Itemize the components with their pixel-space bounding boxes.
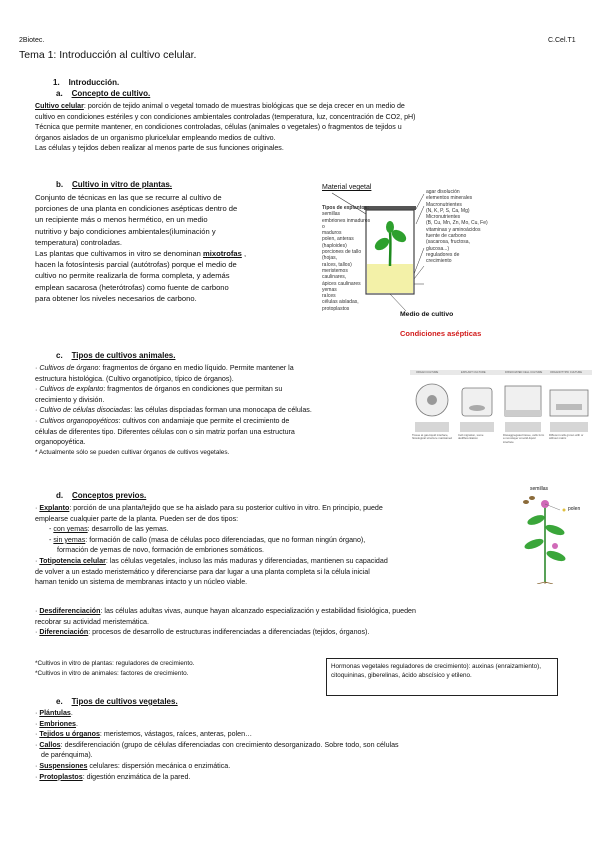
line: cultivo no permite realizarla de forma completa, y además: [35, 271, 230, 281]
pollen-label: polen: [568, 506, 581, 512]
label: maduros: [322, 230, 342, 237]
line: : desarrollo de las yemas.: [87, 525, 169, 534]
line: Técnica que permite mantener, en condiciones controladas, células (animales o vegetales) o fragmentos de tejidos u: [35, 123, 402, 132]
term: Cultivo celular: [35, 102, 84, 110]
line: celulares: dispersión mecánica o enzimática.: [87, 761, 231, 770]
section-number: a.: [56, 89, 63, 98]
section-number: b.: [56, 180, 64, 189]
label: fuente de carbono: [426, 233, 467, 240]
leaf: [544, 523, 566, 537]
notes: [35, 659, 315, 678]
section-title: Tipos de cultivos animales.: [71, 351, 176, 360]
seeds-label: semillas: [530, 486, 549, 492]
caption: Different cells grown with or without matrix: [549, 433, 584, 441]
explant-types-list: [322, 205, 372, 312]
line: haman tenido un sistema de membranas intacto y un núcleo viable.: [35, 578, 248, 587]
in-vitro-culture-figure: [320, 184, 592, 346]
term: sin yemas: [53, 535, 86, 544]
seed: [529, 496, 535, 500]
section-c-heading: [56, 351, 175, 360]
note-line: *Cultivos in vitro de plantas: reguladores de crecimiento.: [35, 660, 195, 667]
label: reguladores de: [426, 251, 460, 258]
hormone-box: Hormonas vegetales reguladores de crecimiento): auxinas (enraizamiento), citoquininas, giberelinas, ácido abscísico y etileno.: [326, 658, 558, 696]
label: (sacarosa, fructosa,: [426, 239, 470, 246]
line: : meristemos, vástagos, raíces, anteras, polen…: [99, 730, 253, 739]
label: (B, Cu, Mn, Zn, Mo, Cu, Fe): [426, 220, 488, 227]
culture-medium: [367, 264, 413, 293]
page-title: Tema 1: Introducción al cultivo celular.: [19, 49, 197, 61]
label: embriones inmaduros o: [322, 217, 371, 230]
caption: Dissaggregated tissue, cells form a monolayer at solid-liquid interface: [503, 433, 545, 444]
line: hacen la fotosíntesis parcial (autótrofas) porque el medio de: [35, 260, 237, 270]
line: emplearse cualquier parte de la planta. Pueden ser de dos tipos:: [35, 514, 239, 523]
header-label: ORGANOTYPIC CULTURE: [550, 370, 582, 374]
section-1a-heading: [56, 89, 150, 98]
caption: Cell migration, some dedifferentiation: [458, 433, 484, 441]
label: células aisladas, protoplastos: [322, 299, 359, 312]
label: Micronutrientes: [426, 214, 461, 221]
line: : desdiferenciación (grupo de células diferenciadas con crecimiento desorganizado. Sobre todo, son células: [60, 740, 399, 749]
term: Cultivos organopoyéticos: [39, 416, 119, 425]
term: Protoplastos: [39, 772, 83, 781]
line: porciones de una planta en condiciones asépticas dentro de: [35, 204, 238, 214]
label: Macronutrientes: [426, 201, 462, 208]
header-label: EXPLANT CULTURE: [461, 370, 486, 374]
line: : procesos de desarrollo de estructuras indiferenciadas a diferenciadas (tejidos, órganos).: [88, 628, 370, 637]
line: : digestión enzimática de la pared.: [82, 772, 191, 781]
term: Desdiferenciación: [39, 607, 101, 615]
label: crecimiento: [426, 258, 452, 265]
label: Tipos de explantos:: [322, 205, 369, 211]
line: cultivo en condiciones estériles y con condiciones ambientales controladas (temperatura, luz, concentración de CO2, pH): [35, 112, 416, 121]
line: un recipiente más o menos hermético, en un medio: [35, 215, 208, 225]
term: Suspensiones: [39, 761, 88, 770]
line: Las células y tejidos deben realizar al menos parte de sus funciones originales.: [35, 144, 284, 153]
leaf: [373, 235, 392, 252]
term: Cultivos de órgano: [39, 364, 99, 372]
line: Conjunto de técnicas en las que se recurre al cultivo de: [35, 193, 222, 202]
line: recobrar su actividad meristemática.: [35, 617, 149, 626]
leaf: [386, 221, 394, 233]
concepts-list-2: · Desdiferenciación: las células adultas vivas, aunque hayan alcanzado especialización y estabilidad fisiológica, pueden recobrar su actividad meristemática. · Diferenciación: procesos de desarrollo de estructuras indiferenciadas a diferenciadas (tejidos, órganos).: [35, 606, 585, 638]
line: .: [76, 719, 78, 728]
aseptic-label: Condiciones asépticas: [400, 329, 482, 338]
label: agar disolución: [426, 189, 460, 195]
line: : fragmentos de órgano en medio líquido. Permite mantener la: [98, 364, 294, 372]
plant-figure: [500, 486, 590, 584]
term: mixotrofas: [203, 249, 242, 259]
line: crecimiento y división.: [35, 395, 105, 404]
term: con yemas: [53, 525, 88, 534]
term: Plántulas: [39, 709, 71, 717]
line: Las plantas que cultivamos in vitro se denominan: [35, 249, 204, 259]
label: yemas: [322, 286, 337, 293]
note-line: *Cultivos in vitro de animales: factores de crecimiento.: [35, 669, 189, 677]
line: emplean sacarosa (heterótrofas) como fuente de carbono: [35, 282, 229, 292]
header-right: C.Cel.T1: [548, 37, 576, 44]
section-number: 1.: [53, 78, 60, 87]
flower: [552, 543, 558, 549]
term: Explanto: [39, 504, 70, 512]
section-title: Conceptos previos.: [72, 491, 147, 500]
section-number: c.: [56, 351, 63, 360]
line: : formación de callo (masa de células poco diferenciadas, que no forman ningún órgano),: [85, 535, 366, 544]
term: Embriones: [39, 719, 77, 728]
concepts-list: · Explanto: porción de una planta/tejido que se ha aislado para su posterior cultivo in vitro. En principio, puede emplearse cualquier parte de la planta. Pueden ser de dos tipos: - con yemas: desarrollo de las yemas. - sin yemas: formación de callo (masa de células poco diferenciadas, que no forman ningún órgano), formación de yemas de novo, formación de embriones somáticos. · Totipotencia celular: las células vegetales, incluso las más maduras y diferenciadas, mantienen su capacidad de volver a un estado meristemático y diferenciarse para dar lugar a una planta completa si la célula inicial haman tenido un sistema de membranas intacto y un núcleo viable.: [35, 503, 511, 588]
line: de volver a un estado meristemático y diferenciarse para dar lugar a una planta completa si la célula inicial: [35, 567, 370, 576]
section-number: e.: [56, 697, 63, 706]
term: Totipotencia celular: [39, 556, 106, 565]
medium-label: Medio de cultivo: [400, 311, 454, 318]
label: elementos minerales: [426, 195, 473, 202]
animal-cultures-list: · Cultivos de órgano: fragmentos de órgano en medio líquido. Permite mantener la estructura histológica. (Cultivo organotípico, típico de órganos). · Cultivos de explanto: fragmentos de órganos en condiciones que permitan su crecimiento y división. · Cultivo de células disociadas: las células dispciadas forman una monocapa de células. · Cultivos organopoyéticos: cultivos con andamiaje que permite el crecimiento de células de diferentes tipo. Diferentes células con o sin matriz porfan una estructura organopoyética. * Actualmente sólo se pueden cultivar órganos de cultivos vegetales.: [35, 363, 410, 457]
section-1-heading: [53, 78, 119, 87]
in-vitro-paragraph: [35, 192, 325, 304]
seed: [523, 500, 529, 504]
term: Tejidos u órganos: [39, 730, 100, 739]
line: formación de yemas de novo, formación de embriones somáticos.: [57, 546, 265, 555]
label: glucosa...): [426, 245, 450, 252]
line: : porción de una planta/tejido que se ha aislado para su posterior cultivo in vitro. En principio, puede: [69, 504, 383, 512]
line: órganos aislados de un organismo pluricelular empleando medios de cultivo.: [35, 133, 276, 142]
line: ,: [241, 249, 247, 259]
line: organopoyética.: [35, 438, 86, 447]
roots: [537, 582, 553, 584]
term: Cultivos de explanto: [39, 385, 104, 394]
medium-components-list: [426, 189, 586, 265]
leaf: [523, 537, 545, 551]
label: porciones de tallo (hojas,: [322, 249, 362, 262]
term: Diferenciación: [39, 628, 89, 637]
line: para obtener los niveles necesarios de carbono.: [35, 293, 197, 303]
header-label: DISSOCIATED CELL CULTURE: [505, 370, 543, 374]
term: Cultivo de células disociadas: [39, 406, 131, 415]
line: células de diferentes tipo. Diferentes células con o sin matriz porfan una estructura: [35, 427, 295, 436]
leaf: [545, 549, 567, 563]
plant-cultures-list: · Plántulas. · Embriones. · Tejidos u órganos: meristemos, vástagos, raíces, anteras, polen… · Callos: desdiferenciación (grupo de células diferenciadas con crecimiento desorganizado. Sobre todo, son células de parénquima). · Suspensiones celulares: dispersión mecánica o enzimática. · Protoplastos: digestión enzimática de la pared.: [35, 708, 587, 782]
label: raíces, tallos): [322, 261, 352, 268]
section-d-heading: [56, 491, 146, 500]
section-title: Tipos de cultivos vegetales.: [71, 697, 178, 706]
section-b-heading: [56, 180, 172, 189]
plant-drawing: [500, 486, 590, 584]
label: polen, anteras (haploides): [322, 236, 354, 249]
line: : cultivos con andamiaje que permite el crecimiento de: [118, 416, 290, 425]
line: temperatura) controladas.: [35, 237, 122, 247]
line: de parénquima).: [41, 751, 93, 760]
caption: Tissue at gas-liquid interface, histological structure maintained: [412, 433, 452, 441]
line: : las células vegetales, incluso las más maduras y diferenciadas, mantienen su capacidad: [105, 556, 388, 565]
culture-types-drawing: [410, 370, 592, 456]
label: meristemos caulinares,: [322, 267, 348, 281]
section-title: Cultivo in vitro de plantas.: [72, 180, 173, 189]
header-label: ORGAN CULTURE: [416, 370, 439, 374]
label: semillas: [322, 211, 341, 218]
leaf: [526, 513, 546, 527]
term: Callos: [39, 740, 61, 749]
line: : las células dispciadas forman una monocapa de células.: [130, 406, 312, 415]
section-number: d.: [56, 491, 64, 500]
label: ápices caulinares: [322, 280, 361, 287]
cultivo-paragraph: [35, 101, 583, 154]
header-left: 2Biotec.: [19, 37, 45, 44]
animal-culture-figure: [410, 370, 592, 456]
section-e-heading: [56, 697, 178, 706]
figure-title: Material vegetal: [322, 184, 372, 191]
line: : las células adultas vivas, aunque hayan alcanzado especialización y estabilidad fisiológica, pueden: [100, 607, 416, 615]
line: : fragmentos de órganos en condiciones que permitan su: [103, 385, 283, 394]
pollen-grain: [563, 509, 566, 512]
line: .: [70, 709, 73, 717]
line: : porción de tejido animal o vegetal tomado de muestras biológicas que se deja crecer en un medio de: [83, 102, 405, 110]
label: (N, K, P, S, Ca, Mg): [426, 207, 470, 214]
section-title: Introducción.: [68, 78, 120, 87]
label: raíces: [322, 293, 336, 300]
line: nutritivo y bajo condiciones ambientales(iluminación y: [35, 226, 216, 236]
line: estructura histológica. (Cultivo organotípico, típico de órganos).: [35, 374, 234, 383]
label: vitaminas y aminoácidos: [426, 226, 481, 233]
section-title: Concepto de cultivo.: [71, 89, 151, 98]
footnote: * Actualmente sólo se pueden cultivar órganos de cultivos vegetales.: [35, 448, 230, 456]
